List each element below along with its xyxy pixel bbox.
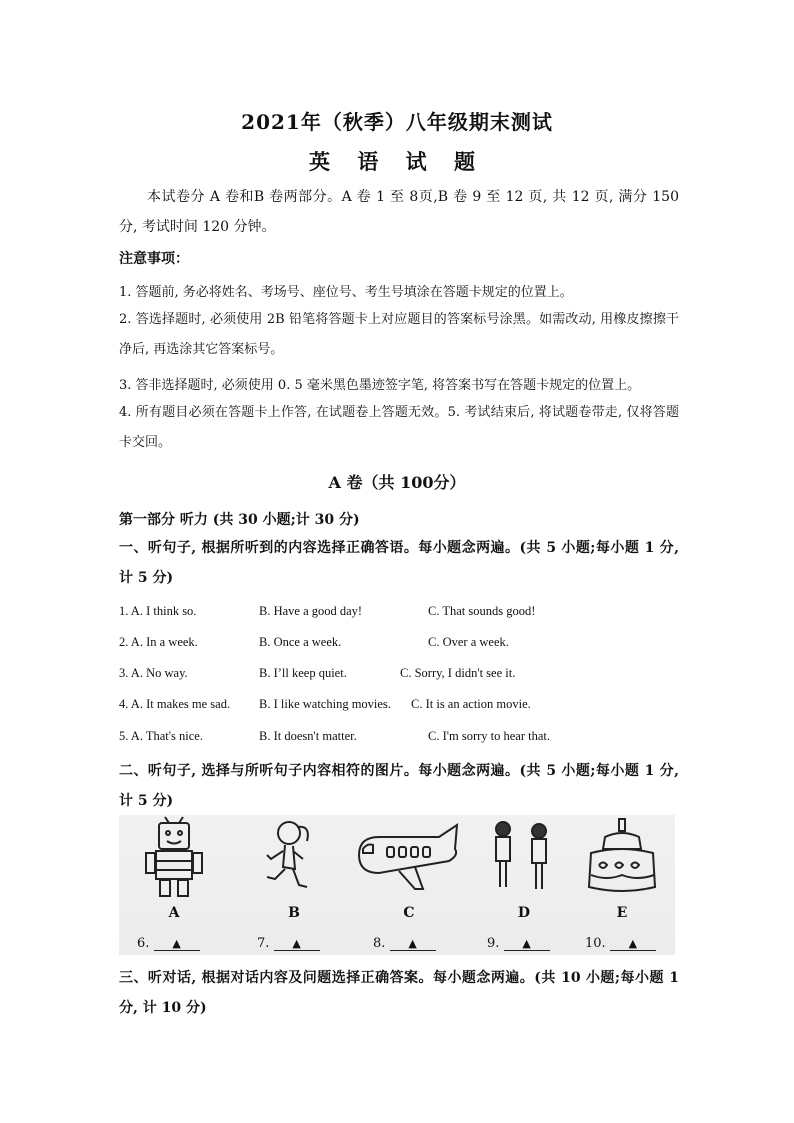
- picture-letter: B: [288, 905, 300, 921]
- birthday-cake-icon: [577, 815, 667, 905]
- picture-e: [577, 815, 667, 955]
- option-c: C. Sorry, I didn't see it.: [400, 666, 516, 680]
- option-c: C. Over a week.: [428, 635, 509, 649]
- option-c: C. I'm sorry to hear that.: [428, 729, 551, 743]
- sec3-heading: 三、听对话, 根据对话内容及问题选择正确答案。每小题念两遍。(共 10 小题;每小题 1 分, 计 10 分): [119, 970, 679, 1016]
- exam-title: 2021年（秋季）八年级期末测试: [241, 110, 553, 134]
- option-a: 2. A. In a week.: [119, 635, 198, 649]
- picture-letter: D: [517, 905, 531, 921]
- intro-paragraph: 本试卷分 A 卷和B 卷两部分。A 卷 1 至 8页,B 卷 9 至 12 页, 共 12 页, 满分 150 分, 考试时间 120 分钟。: [119, 189, 679, 235]
- answer-blank[interactable]: ▲: [610, 937, 656, 951]
- option-a: 5. A. That's nice.: [119, 729, 203, 743]
- answer-number: 10.: [585, 936, 606, 951]
- option-b: B. I’ll keep quiet.: [259, 666, 347, 680]
- option-c: C. That sounds good!: [428, 604, 536, 618]
- note-item-1: 1. 答题前, 务必将姓名、考场号、座位号、考生号填涂在答题卡规定的位置上。: [119, 285, 573, 300]
- option-a: 1. A. I think so.: [119, 604, 197, 618]
- answer-slot: [257, 936, 320, 951]
- option-a: 4. A. It makes me sad.: [119, 697, 231, 711]
- answer-slot: [373, 936, 436, 951]
- option-b: B. It doesn't matter.: [259, 729, 357, 743]
- exam-subtitle: 英 语 试 题: [309, 149, 485, 174]
- answer-number: 6.: [137, 936, 150, 951]
- notes-heading: 注意事项：: [119, 251, 189, 267]
- answer-slot: [487, 936, 550, 951]
- note-item-4: 4. 所有题目必须在答题卡上作答, 在试题卷上答题无效。5. 考试结束后, 将试题卷带走, 仅将答题卡交回。: [119, 405, 679, 450]
- answer-blank[interactable]: ▲: [154, 937, 200, 951]
- note-item-2: 2. 答选择题时, 必须使用 2B 铅笔将答题卡上对应题目的答案标号涂黑。如需改动, 用橡皮擦擦干净后, 再选涂其它答案标号。: [119, 312, 679, 357]
- answer-blank[interactable]: ▲: [390, 937, 436, 951]
- option-c: C. It is an action movie.: [411, 697, 531, 711]
- robot-icon: [129, 815, 219, 905]
- answer-number: 8.: [373, 936, 386, 951]
- picture-b: [249, 815, 339, 955]
- answer-number: 9.: [487, 936, 500, 951]
- airplane-icon: [349, 815, 469, 905]
- picture-strip: [119, 815, 675, 955]
- answer-slot: [137, 936, 200, 951]
- picture-letter: C: [403, 905, 415, 921]
- sec2-heading: 二、听句子, 选择与所听句子内容相符的图片。每小题念两遍。(共 5 小题;每小题 1 分, 计 5 分): [119, 763, 679, 809]
- answer-number: 7.: [257, 936, 270, 951]
- answer-blank[interactable]: ▲: [274, 937, 320, 951]
- option-a: 3. A. No way.: [119, 666, 188, 680]
- answer-slot: [585, 936, 656, 951]
- picture-a: [129, 815, 219, 955]
- option-b: B. Once a week.: [259, 635, 342, 649]
- option-b: B. Have a good day!: [259, 604, 363, 618]
- option-b: B. I like watching movies.: [259, 697, 391, 711]
- picture-d: [479, 815, 569, 955]
- two-boys-icon: [479, 815, 569, 905]
- part1-heading: 第一部分 听力 (共 30 小题;计 30 分): [119, 512, 360, 528]
- picture-c: [349, 815, 469, 955]
- answer-blank[interactable]: ▲: [504, 937, 550, 951]
- picture-letter: A: [168, 905, 180, 921]
- sec1-heading: 一、听句子, 根据所听到的内容选择正确答语。每小题念两遍。(共 5 小题;每小题 1 分, 计 5 分): [119, 540, 679, 586]
- note-item-3: 3. 答非选择题时, 必须使用 0. 5 毫米黑色墨迹签字笔, 将答案书写在答题卡规定的位置上。: [119, 378, 641, 393]
- running-girl-icon: [249, 815, 339, 905]
- section-a-heading: A 卷（共 100分）: [328, 473, 466, 492]
- picture-letter: E: [616, 905, 628, 921]
